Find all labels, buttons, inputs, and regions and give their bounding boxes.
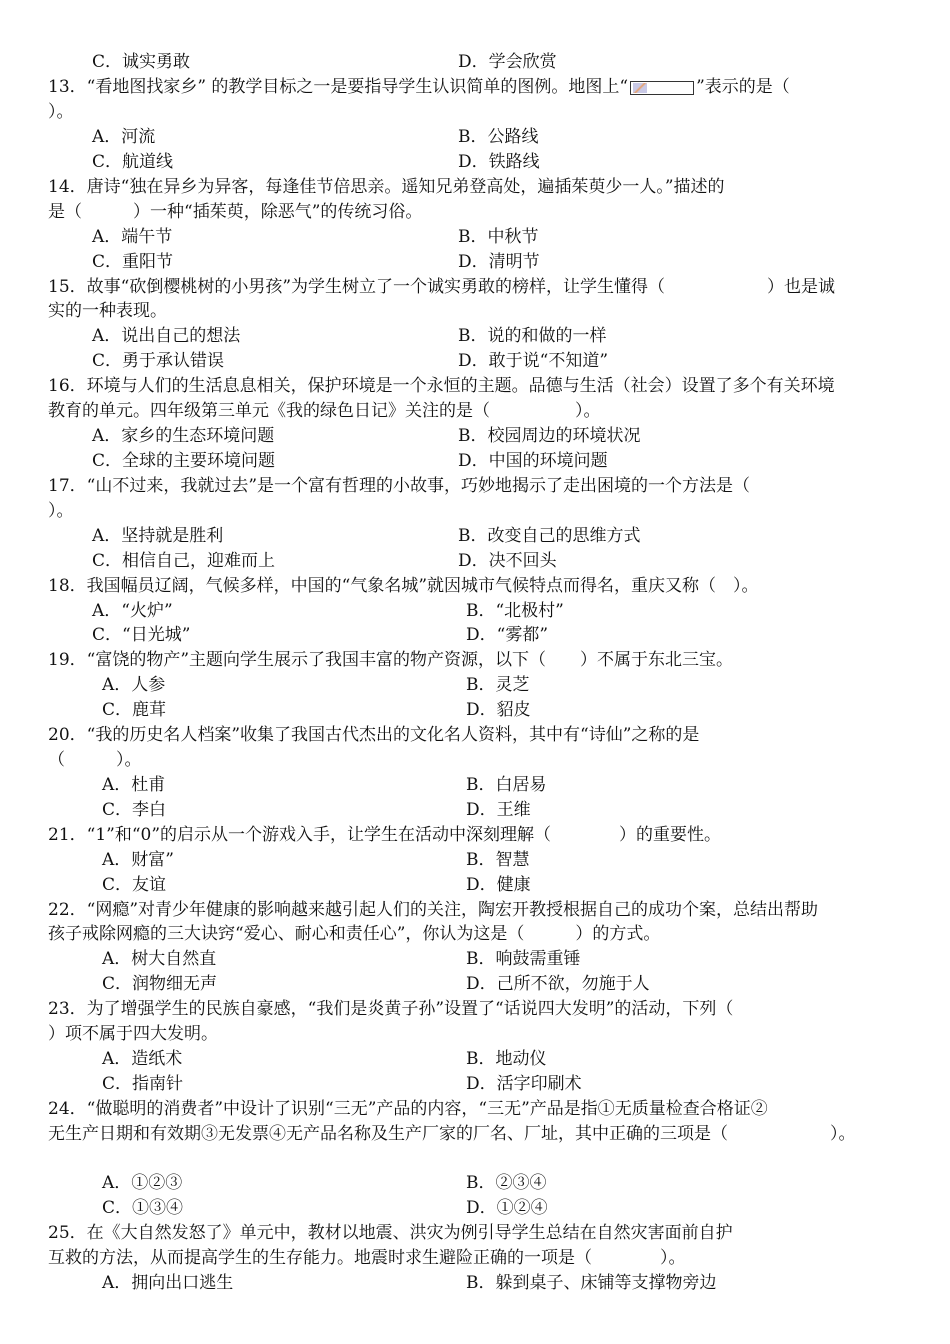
q18-option-c: C．“日光城” <box>92 625 191 645</box>
q24-stem: 24．“做聪明的消费者”中设计了识别“三无”产品的内容，“三无”产品是指①无质量检查合格证② <box>48 1099 768 1119</box>
q22-option-b: B．响鼓需重锤 <box>466 949 581 969</box>
q16-option-a: A．家乡的生态环境问题 <box>92 426 275 446</box>
q13-stem-part-a: 13．“看地图找家乡” 的教学目标之一是要指导学生认识简单的图例。地图上“ <box>48 77 629 97</box>
q19-option-d: D．貂皮 <box>466 700 531 720</box>
q23-option-b: B．地动仪 <box>466 1049 547 1069</box>
q25-stem-cont: 互救的方法，从而提高学生的生存能力。地震时求生避险正确的一项是（ ）。 <box>48 1248 686 1268</box>
q22-option-c: C．润物细无声 <box>102 974 218 994</box>
q24-stem-cont: 无生产日期和有效期③无发票④无产品名称及生产厂家的厂名、厂址，其中正确的三项是（ ）。 <box>48 1124 856 1144</box>
q24-option-d: D．①②④ <box>466 1198 548 1218</box>
q25-option-b: B．躲到桌子、床铺等支撑物旁边 <box>466 1273 717 1293</box>
q13-stem-part-b: ”表示的是（ <box>696 77 790 97</box>
q19-option-c: C．鹿茸 <box>102 700 167 720</box>
q15-stem-cont: 实的一种表现。 <box>48 301 167 321</box>
q21-option-c: C．友谊 <box>102 875 167 895</box>
q13-stem <box>48 75 790 99</box>
q18-stem: 18．我国幅员辽阔，气候多样，中国的“气象名城”就因城市气候特点而得名，重庆又称（ ）。 <box>48 576 759 596</box>
q14-option-a: A．端午节 <box>92 227 173 247</box>
q13-stem-cont: ）。 <box>48 102 74 122</box>
q15-option-d: D．敢于说“不知道” <box>458 351 609 371</box>
q20-option-b: B．白居易 <box>466 775 547 795</box>
q19-option-b: B．灵芝 <box>466 675 530 695</box>
q23-option-d: D．活字印刷术 <box>466 1074 582 1094</box>
q14-stem: 14．唐诗“独在异乡为异客，每逢佳节倍思亲。遥知兄弟登高处，遍插茱萸少一人。”描述的 <box>48 177 725 197</box>
q13-option-c: C．航道线 <box>92 152 174 172</box>
q18-option-d: D．“雾都” <box>466 625 549 645</box>
q20-option-d: D．王维 <box>466 800 531 820</box>
q22-stem: 22．“网瘾”对青少年健康的影响越来越引起人们的关注，陶宏开教授根据自己的成功个案，总结出帮助 <box>48 900 819 920</box>
q17-option-a: A．坚持就是胜利 <box>92 526 224 546</box>
q20-option-a: A．杜甫 <box>102 775 166 795</box>
q24-option-c: C．①③④ <box>102 1198 184 1218</box>
q13-option-a: A．河流 <box>92 127 156 147</box>
q14-option-d: D．清明节 <box>458 252 540 272</box>
q23-stem-cont: ）项不属于四大发明。 <box>48 1024 218 1044</box>
q14-option-b: B．中秋节 <box>458 227 539 247</box>
q17-stem-cont: ）。 <box>48 501 74 521</box>
q20-stem: 20．“我的历史名人档案”收集了我国古代杰出的文化名人资料，其中有“诗仙”之称的是 <box>48 725 700 745</box>
q16-option-c: C．全球的主要环境问题 <box>92 451 276 471</box>
q21-option-b: B．智慧 <box>466 850 530 870</box>
q23-option-a: A．造纸术 <box>102 1049 183 1069</box>
q14-option-c: C．重阳节 <box>92 252 174 272</box>
q25-stem: 25．在《大自然发怒了》单元中，教材以地震、洪灾为例引导学生总结在自然灾害面前自护 <box>48 1223 733 1243</box>
q20-option-c: C．李白 <box>102 800 167 820</box>
railway-legend-icon <box>630 81 694 95</box>
q15-option-c: C．勇于承认错误 <box>92 351 225 371</box>
q15-option-b: B．说的和做的一样 <box>458 326 607 346</box>
q12-option-c: C．诚实勇敢 <box>92 52 191 72</box>
q25-option-a: A．拥向出口逃生 <box>102 1273 234 1293</box>
q12-option-d: D．学会欣赏 <box>458 52 557 72</box>
q22-option-d: D．己所不欲，勿施于人 <box>466 974 650 994</box>
q16-option-d: D．中国的环境问题 <box>458 451 608 471</box>
q18-option-b: B．“北极村” <box>466 601 564 621</box>
q22-option-a: A．树大自然直 <box>102 949 217 969</box>
q16-option-b: B．校园周边的环境状况 <box>458 426 641 446</box>
q16-stem-cont: 教育的单元。四年级第三单元《我的绿色日记》关注的是（ ）。 <box>48 401 601 421</box>
q17-option-d: D．决不回头 <box>458 551 557 571</box>
legend-swatch <box>633 83 647 93</box>
q15-stem: 15．故事“砍倒樱桃树的小男孩”为学生树立了一个诚实勇敢的榜样，让学生懂得（ ）也是诚 <box>48 277 836 297</box>
q24-option-a: A．①②③ <box>102 1173 183 1193</box>
q21-option-d: D．健康 <box>466 875 531 895</box>
q23-stem: 23．为了增强学生的民族自豪感，“我们是炎黄子孙”设置了“话说四大发明”的活动，下列（ <box>48 999 734 1019</box>
q16-stem: 16．环境与人们的生活息息相关，保护环境是一个永恒的主题。品德与生活（社会）设置了多个有关环境 <box>48 376 835 396</box>
q17-stem: 17．“山不过来，我就过去”是一个富有哲理的小故事，巧妙地揭示了走出困境的一个方法是（ <box>48 476 751 496</box>
q17-option-c: C．相信自己，迎难而上 <box>92 551 276 571</box>
q13-option-b: B．公路线 <box>458 127 539 147</box>
q19-stem: 19．“富饶的物产”主题向学生展示了我国丰富的物产资源，以下（ ）不属于东北三宝。 <box>48 650 734 670</box>
q18-option-a: A．“火炉” <box>92 601 173 621</box>
q19-option-a: A．人参 <box>102 675 166 695</box>
q17-option-b: B．改变自己的思维方式 <box>458 526 641 546</box>
q23-option-c: C．指南针 <box>102 1074 184 1094</box>
q21-stem: 21．“1”和“0”的启示从一个游戏入手，让学生在活动中深刻理解（ ）的重要性。 <box>48 825 722 845</box>
q24-option-b: B．②③④ <box>466 1173 547 1193</box>
q15-option-a: A．说出自己的想法 <box>92 326 241 346</box>
q13-option-d: D．铁路线 <box>458 152 540 172</box>
q20-stem-cont: （ ）。 <box>48 750 142 770</box>
q21-option-a: A．财富” <box>102 850 174 870</box>
q14-stem-cont: 是（ ）一种“插茱萸，除恶气”的传统习俗。 <box>48 202 423 222</box>
q22-stem-cont: 孩子戒除网瘾的三大诀窍“爱心、耐心和责任心”，你认为这是（ ）的方式。 <box>48 924 661 944</box>
